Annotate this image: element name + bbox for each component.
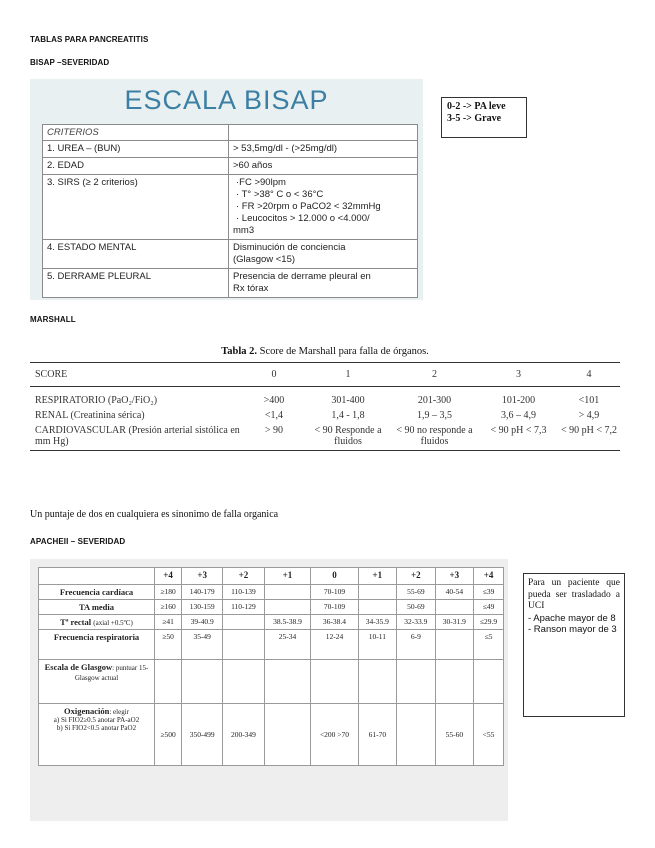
table-cell: <55 [474,704,504,766]
table-cell: 1,9 – 3,5 [417,410,452,421]
row-label-option: b) Si FIO2<0.5 anotar PaO2 [56,724,137,732]
row-label-text: Tª rectal [60,617,92,627]
table-row [39,660,504,704]
table-cell: 32-33.9 [397,615,435,630]
table-cell [397,660,435,704]
row-label-sub: (axial +0.5ºC) [93,619,133,627]
table-cell: 110-139 [223,585,264,600]
value-line: (Glasgow <15) [233,254,296,265]
table-row [39,585,504,600]
note-line: 3-5 -> Grave [447,113,502,124]
criterion-cell: 2. EDAD [43,158,229,175]
table-row [39,600,504,615]
table-cell: ≥50 [155,630,182,660]
table-cell [223,615,264,630]
apache-table [38,567,504,766]
table-cell: ≥500 [155,704,182,766]
table-cell: 50-69 [397,600,435,615]
bisap-table [42,124,418,298]
column-header: 0 [311,568,358,585]
table-cell: > 90 [242,423,306,451]
apache-scale-image [30,559,508,821]
table-cell [474,660,504,704]
row-label: TA media [39,600,155,615]
table-cell: 39-40.9 [182,615,223,630]
column-header: +4 [474,568,504,585]
table-cell [182,660,223,704]
table-row [43,141,418,158]
criterion-cell: 3. SIRS (≥ 2 criterios) [43,175,229,240]
value-cell [229,240,418,269]
table-cell: 36-38.4 [311,615,358,630]
bisap-heading: BISAP –SEVERIDAD [30,58,110,67]
table-cell [358,660,396,704]
table-header-row [43,125,418,141]
table-cell: 55-69 [397,585,435,600]
row-label [39,704,155,766]
column-header: +1 [264,568,311,585]
table-row [30,387,620,409]
column-header: 0 [242,363,306,387]
table-row [30,408,620,423]
value-line: Rx tórax [233,283,269,294]
value-line: >60 años [233,160,273,171]
table-row [43,175,418,240]
note-item: - Apache mayor de 8 [528,612,616,624]
column-header: +3 [435,568,473,585]
table-cell: 6-9 [397,630,435,660]
row-label-text: Oxigenación [64,706,110,716]
table-cell: 101-200 [501,395,536,406]
column-header: +1 [358,568,396,585]
table-cell: 35-49 [182,630,223,660]
apache-heading: APACHEII – SEVERIDAD [30,537,126,546]
value-line: ·FC >90lpm [236,177,286,188]
criterion-cell: 4. ESTADO MENTAL [43,240,229,269]
bisap-severity-note [441,97,527,138]
table-cell: ≤5 [474,630,504,660]
row-label-text: Escala de Glasgow [44,662,113,672]
table-cell: > 4,9 [578,410,600,421]
marshall-caption [30,346,620,357]
criterion-cell: 5. DERRAME PLEURAL [43,269,229,298]
table-cell [358,585,396,600]
table-cell: 110-129 [223,600,264,615]
row-label-option: a) Si FIO2≥0.5 anotar PA-aO2 [53,716,140,724]
caption-text: Score de Marshall para falla de órganos. [256,346,429,357]
table-cell: 3,6 – 4,9 [501,410,536,421]
table-cell: 1,4 - 1,8 [331,410,365,421]
table-cell: 301-400 [331,395,365,406]
table-cell [435,600,473,615]
table-row [39,615,504,630]
row-label: RESPIRATORIO (PaO₂/FiO₂) [35,395,158,406]
table-row [30,423,620,451]
table-cell: <101 [578,395,600,406]
column-header: +2 [223,568,264,585]
bisap-title: ESCALA BISAP [124,85,329,115]
table-cell [397,704,435,766]
table-cell: ≥160 [155,600,182,615]
table-cell: >400 [263,395,285,406]
row-label: RENAL (Creatinina sérica) [35,410,145,421]
note-line: 0-2 -> PA leve [447,101,506,112]
page-title: TABLAS PARA PANCREATITIS [30,35,149,44]
column-header: +3 [182,568,223,585]
table-cell [155,660,182,704]
table-cell: < 90 pH < 7,3 [479,423,558,451]
value-header [229,125,418,141]
table-cell: ≤39 [474,585,504,600]
table-cell: 30-31.9 [435,615,473,630]
criterion-cell: 1. UREA – (BUN) [43,141,229,158]
table-cell [223,630,264,660]
table-row [43,269,418,298]
value-line: · Leucocitos > 12.000 o <4.000/ [236,213,370,224]
table-cell: ≥180 [155,585,182,600]
column-header: 3 [479,363,558,387]
table-cell: 25-34 [264,630,311,660]
table-cell: 12-24 [311,630,358,660]
bisap-scale-image [30,79,423,300]
value-line: > 53,5mg/dl - (>25mg/dl) [233,143,338,154]
table-cell: ≥41 [155,615,182,630]
table-row [43,240,418,269]
row-label: Frecuencia respiratoria [39,630,155,660]
table-cell [435,660,473,704]
apache-note [523,573,625,717]
table-cell [264,585,311,600]
criteria-header: CRITERIOS [43,125,229,141]
marshall-note: Un puntaje de dos en cualquiera es sinonimo de falla organica [30,509,279,520]
table-cell: < 90 pH < 7,2 [558,423,620,451]
value-cell [229,158,418,175]
column-header: SCORE [30,363,242,387]
table-cell: 200-349 [223,704,264,766]
table-cell: 61-70 [358,704,396,766]
table-cell [311,660,358,704]
table-cell: ≤49 [474,600,504,615]
marshall-heading: MARSHALL [30,315,76,324]
table-header-row [39,568,504,585]
note-item: - Ranson mayor de 3 [528,624,617,635]
value-line: mm3 [233,225,255,236]
table-header-row [30,363,620,387]
row-label: CARDIOVASCULAR (Presión arterial sistólica en mm Hg) [30,423,242,451]
table-cell: 55-60 [435,704,473,766]
value-line: · FR >20rpm o PaCO2 < 32mmHg [236,201,381,212]
table-cell: 10-11 [358,630,396,660]
column-header: 1 [306,363,390,387]
table-cell [223,660,264,704]
value-line: Disminución de conciencia [233,242,346,253]
table-cell: 70-109 [311,600,358,615]
value-line: Presencia de derrame pleural en [233,271,371,282]
column-header: +4 [155,568,182,585]
table-row [43,158,418,175]
table-cell: < 90 Responde a fluidos [306,423,390,451]
table-cell: 34-35.9 [358,615,396,630]
table-cell [264,704,311,766]
row-label-sub: : puntuar 15- Glasgow actual [74,664,149,682]
table-cell: 38.5-38.9 [264,615,311,630]
value-cell [229,175,418,240]
table-cell [264,600,311,615]
table-cell: 350-499 [182,704,223,766]
note-text: Para un paciente que pueda ser trasladado a UCI [528,578,620,611]
table-cell: ≤29.9 [474,615,504,630]
row-label [39,660,155,704]
column-header [39,568,155,585]
caption-label: Tabla 2. [221,346,257,357]
marshall-table [30,362,620,451]
table-cell [358,600,396,615]
table-row [39,630,504,660]
column-header: 2 [390,363,479,387]
table-cell: 70-109 [311,585,358,600]
value-cell [229,141,418,158]
table-cell: 130-159 [182,600,223,615]
column-header: 4 [558,363,620,387]
table-cell: < 90 no responde a fluidos [390,423,479,451]
table-cell: 40-54 [435,585,473,600]
table-cell [264,660,311,704]
value-line: · T° >38° C o < 36°C [236,189,324,200]
table-cell: <1,4 [264,410,284,421]
row-label [39,615,155,630]
row-label-sub: : elegir [109,708,129,716]
table-cell [435,630,473,660]
column-header: +2 [397,568,435,585]
value-cell [229,269,418,298]
table-cell: <200 >70 [311,704,358,766]
table-cell: 201-300 [417,395,452,406]
table-row [39,704,504,766]
table-cell: 140-179 [182,585,223,600]
row-label: Frecuencia cardíaca [39,585,155,600]
